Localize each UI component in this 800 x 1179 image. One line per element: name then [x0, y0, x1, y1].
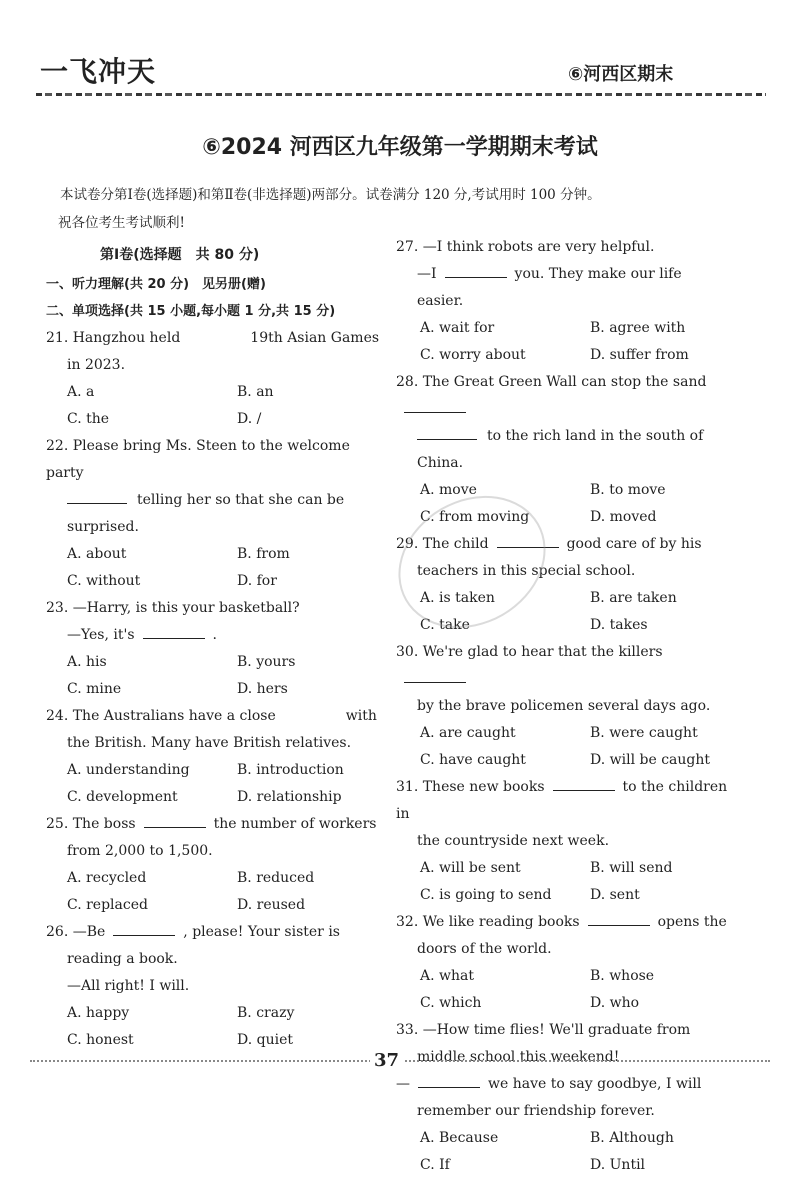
question-text: 24. The Australians have a close — [46, 708, 276, 724]
answer-blank — [144, 813, 206, 828]
question-text-tail: 19th Asian Games — [250, 330, 380, 346]
option-row — [46, 784, 380, 811]
section-single-choice: 二、单项选择(共 15 小题,每小题 1 分,共 15 分) — [46, 304, 336, 319]
option-b: D. quiet — [237, 1032, 293, 1048]
question-text: —Yes, it's — [67, 627, 135, 643]
question-text-tail: , please! Your sister is — [183, 924, 340, 940]
option-a: C. replaced — [67, 897, 148, 913]
question-line — [396, 1098, 732, 1125]
question-line — [46, 703, 380, 730]
question-line — [396, 936, 732, 963]
option-b: D. moved — [590, 509, 657, 525]
question-line — [396, 1044, 732, 1071]
question-text: 25. The boss — [46, 816, 136, 832]
page-number: 37 — [370, 1050, 403, 1071]
option-b: B. to move — [590, 482, 666, 498]
question-line — [396, 1017, 732, 1044]
intro-line-2: 祝各位考生考试顺利! — [58, 215, 185, 231]
answer-blank — [588, 911, 650, 926]
question-text: by the brave policemen several days ago. — [417, 698, 711, 714]
question-text: doors of the world. — [417, 941, 552, 957]
question-text: the British. Many have British relatives. — [67, 735, 352, 751]
option-a: A. is taken — [420, 590, 495, 606]
question-text-tail: . — [212, 627, 217, 643]
option-a: A. Because — [420, 1130, 499, 1146]
question-line — [46, 433, 380, 487]
question-line — [396, 423, 732, 477]
question-line — [46, 622, 380, 649]
question-text: middle school this weekend! — [417, 1049, 620, 1065]
option-b: D. / — [237, 411, 262, 427]
question-line — [396, 693, 732, 720]
question-text: 23. —Harry, is this your basketball? — [46, 600, 300, 616]
question-line — [46, 325, 380, 352]
question-text: to the rich land in the south of China. — [417, 428, 704, 471]
question-line — [396, 234, 732, 261]
question-line — [396, 261, 732, 315]
option-a: A. what — [420, 968, 474, 984]
left-column — [46, 325, 380, 1054]
option-b: D. Until — [590, 1157, 646, 1173]
question-line — [46, 352, 380, 379]
option-b: D. suffer from — [590, 347, 689, 363]
question-text-tail: to the children in — [396, 779, 728, 822]
question-line — [46, 487, 380, 514]
option-b: D. for — [237, 573, 277, 589]
header-divider — [36, 93, 766, 96]
answer-blank — [404, 668, 466, 683]
option-b: B. from — [237, 546, 290, 562]
option-a: A. a — [67, 384, 95, 400]
question-text-tail: the number of workers — [213, 816, 377, 832]
option-b: B. whose — [590, 968, 655, 984]
option-b: D. who — [590, 995, 640, 1011]
option-row — [46, 541, 380, 568]
option-row — [396, 342, 732, 369]
option-a: C. is going to send — [420, 887, 552, 903]
question-line — [46, 919, 380, 946]
option-a: C. have caught — [420, 752, 526, 768]
question-line — [46, 595, 380, 622]
answer-blank — [404, 398, 466, 413]
question-text: —All right! I will. — [67, 978, 190, 994]
question-line — [396, 369, 732, 423]
option-b: B. agree with — [590, 320, 686, 336]
option-a: C. mine — [67, 681, 122, 697]
option-b: B. were caught — [590, 725, 698, 741]
option-b: B. crazy — [237, 1005, 295, 1021]
option-b: D. relationship — [237, 789, 342, 805]
option-row — [46, 379, 380, 406]
option-a: A. about — [67, 546, 127, 562]
question-text: the countryside next week. — [417, 833, 610, 849]
question-text: 28. The Great Green Wall can stop the sand — [396, 374, 707, 390]
option-b: B. introduction — [237, 762, 344, 778]
option-a: C. development — [67, 789, 178, 805]
option-b: B. are taken — [590, 590, 677, 606]
question-text: telling her so that she can be — [137, 492, 345, 508]
right-column — [396, 234, 732, 1179]
option-row — [396, 720, 732, 747]
intro-line-1: 本试卷分第Ⅰ卷(选择题)和第Ⅱ卷(非选择题)两部分。试卷满分 120 分,考试用时 100 分钟。 — [60, 187, 601, 203]
option-row — [396, 477, 732, 504]
option-a: A. recycled — [67, 870, 147, 886]
answer-blank — [67, 489, 127, 504]
question-text: 30. We're glad to hear that the killers — [396, 644, 663, 660]
option-a: C. without — [67, 573, 141, 589]
question-line — [396, 1071, 732, 1098]
question-text: 32. We like reading books — [396, 914, 580, 930]
option-a: A. will be sent — [420, 860, 521, 876]
question-text: 27. —I think robots are very helpful. — [396, 239, 655, 255]
question-line — [46, 514, 380, 541]
question-text-tail: opens the — [657, 914, 727, 930]
option-a: C. worry about — [420, 347, 526, 363]
question-line — [396, 909, 732, 936]
option-b: D. hers — [237, 681, 288, 697]
question-text: —I — [417, 266, 437, 282]
header-section-label: ⑥河西区期末 — [568, 64, 674, 85]
question-line — [46, 946, 380, 973]
question-text-tail: we have to say goodbye, I will — [488, 1076, 702, 1092]
answer-blank — [418, 1073, 480, 1088]
option-row — [396, 882, 732, 909]
option-a: A. understanding — [67, 762, 190, 778]
option-a: C. from moving — [420, 509, 530, 525]
section-listening: 一、听力理解(共 20 分) 见另册(赠) — [46, 277, 266, 292]
option-a: C. which — [420, 995, 482, 1011]
option-a: A. move — [420, 482, 477, 498]
answer-blank — [143, 624, 205, 639]
question-text: surprised. — [67, 519, 139, 535]
question-line — [396, 639, 732, 693]
option-b: D. takes — [590, 617, 648, 633]
option-row — [396, 1152, 732, 1179]
option-row — [396, 855, 732, 882]
option-b: B. will send — [590, 860, 673, 876]
option-row — [46, 568, 380, 595]
option-row — [396, 990, 732, 1017]
question-text: 26. —Be — [46, 924, 106, 940]
header-logo: 一飞冲天 — [40, 55, 157, 88]
question-line — [46, 973, 380, 1000]
option-row — [396, 315, 732, 342]
option-b: D. reused — [237, 897, 306, 913]
question-text-tail: good care of by his — [566, 536, 702, 552]
option-a: A. are caught — [420, 725, 516, 741]
question-text: from 2,000 to 1,500. — [67, 843, 213, 859]
question-text: teachers in this special school. — [417, 563, 636, 579]
option-b: B. yours — [237, 654, 296, 670]
question-text: in 2023. — [67, 357, 126, 373]
answer-blank — [113, 921, 175, 936]
option-b: B. Although — [590, 1130, 674, 1146]
option-row — [396, 747, 732, 774]
option-row — [396, 963, 732, 990]
question-text: 29. The child — [396, 536, 489, 552]
question-line — [396, 774, 732, 828]
question-text-tail: you. They make our life easier. — [417, 266, 682, 309]
option-b: B. reduced — [237, 870, 315, 886]
answer-blank — [553, 776, 615, 791]
option-row — [46, 1000, 380, 1027]
question-text: remember our friendship forever. — [417, 1103, 655, 1119]
option-a: C. take — [420, 617, 470, 633]
option-a: C. honest — [67, 1032, 134, 1048]
question-line — [396, 828, 732, 855]
option-a: C. If — [420, 1157, 450, 1173]
option-row — [46, 649, 380, 676]
option-a: C. the — [67, 411, 110, 427]
option-a: A. his — [67, 654, 107, 670]
option-b: D. will be caught — [590, 752, 710, 768]
option-row — [46, 757, 380, 784]
option-row — [46, 406, 380, 433]
option-row — [46, 865, 380, 892]
question-text: 31. These new books — [396, 779, 545, 795]
question-text: 21. Hangzhou held — [46, 330, 181, 346]
option-row — [46, 676, 380, 703]
option-b: B. an — [237, 384, 274, 400]
question-line — [46, 811, 380, 838]
question-line — [46, 730, 380, 757]
option-row — [46, 1027, 380, 1054]
question-text: 33. —How time flies! We'll graduate from — [396, 1022, 691, 1038]
answer-blank — [445, 263, 507, 278]
question-text: reading a book. — [67, 951, 178, 967]
question-text: 22. Please bring Ms. Steen to the welcome party — [46, 438, 350, 481]
option-row — [46, 892, 380, 919]
option-a: A. wait for — [420, 320, 495, 336]
answer-blank — [417, 425, 477, 440]
part1-heading: 第Ⅰ卷(选择题 共 80 分) — [100, 247, 260, 263]
question-text: — — [396, 1076, 410, 1092]
option-a: A. happy — [67, 1005, 130, 1021]
option-row — [396, 1125, 732, 1152]
question-text-tail: with — [345, 708, 377, 724]
page-title: ⑥2024 河西区九年级第一学期期末考试 — [202, 135, 598, 160]
question-line — [46, 838, 380, 865]
option-b: D. sent — [590, 887, 640, 903]
